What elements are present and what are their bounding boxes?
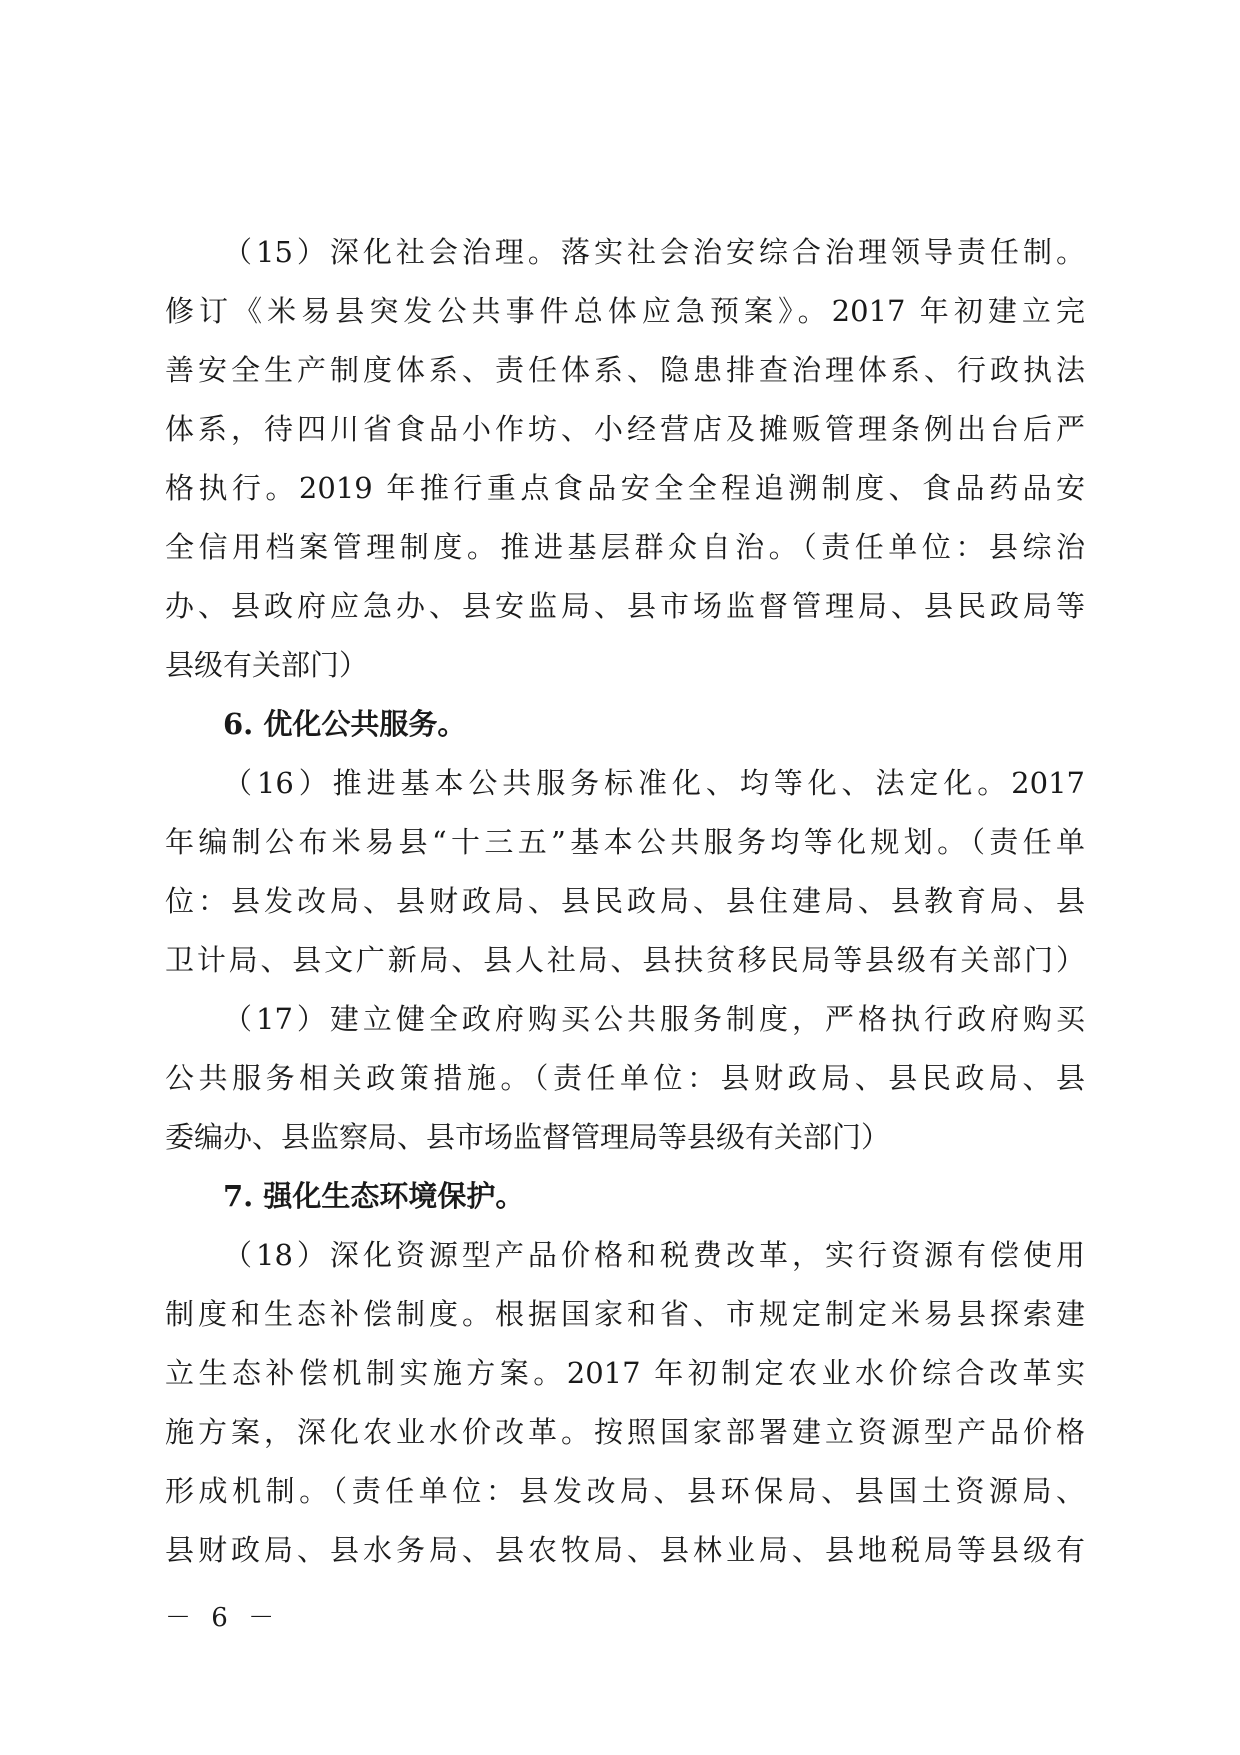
paragraph-16-line-2: 年编制公布米易县“十三五”基本公共服务均等化规划。（责任单: [165, 825, 1085, 859]
paragraph-18-line-6: 县财政局、县水务局、县农牧局、县林业局、县地税局等县级有: [165, 1533, 1085, 1567]
paragraph-16-line-1: （16）推进基本公共服务标准化、均等化、法定化。2017: [223, 766, 1085, 800]
paragraph-15-line-3: 善安全生产制度体系、责任体系、隐患排查治理体系、行政执法: [165, 353, 1085, 387]
paragraph-17-line-3: 委编办、县监察局、县市场监督管理局等县级有关部门）: [165, 1120, 891, 1154]
paragraph-18-line-2: 制度和生态补偿制度。根据国家和省、市规定制定米易县探索建: [165, 1297, 1085, 1331]
paragraph-18-line-1: （18）深化资源型产品价格和税费改革，实行资源有偿使用: [223, 1238, 1085, 1272]
paragraph-15-line-5: 格执行。2019 年推行重点食品安全全程追溯制度、食品药品安: [165, 471, 1085, 505]
paragraph-18-line-3: 立生态补偿机制实施方案。2017 年初制定农业水价综合改革实: [165, 1356, 1085, 1390]
paragraph-15-line-4: 体系，待四川省食品小作坊、小经营店及摊贩管理条例出台后严: [165, 412, 1085, 446]
paragraph-17-line-1: （17）建立健全政府购买公共服务制度，严格执行政府购买: [223, 1002, 1085, 1036]
paragraph-18-line-5: 形成机制。（责任单位：县发改局、县环保局、县国土资源局、: [165, 1474, 1085, 1508]
paragraph-15-line-2: 修订《米易县突发公共事件总体应急预案》。2017 年初建立完: [165, 294, 1085, 328]
paragraph-15-line-6: 全信用档案管理制度。推进基层群众自治。（责任单位：县综治: [165, 530, 1085, 564]
section-heading-6: 6. 优化公共服务。: [223, 707, 467, 741]
paragraph-18-line-4: 施方案，深化农业水价改革。按照国家部署建立资源型产品价格: [165, 1415, 1085, 1449]
paragraph-17-line-2: 公共服务相关政策措施。（责任单位：县财政局、县民政局、县: [165, 1061, 1085, 1095]
paragraph-15-line-1: （15）深化社会治理。落实社会治安综合治理领导责任制。: [223, 235, 1085, 269]
paragraph-15-line-8: 县级有关部门）: [165, 648, 369, 682]
paragraph-16-line-3: 位：县发改局、县财政局、县民政局、县住建局、县教育局、县: [165, 884, 1085, 918]
page-number: － 6 －: [165, 1603, 281, 1633]
paragraph-16-line-4: 卫计局、县文广新局、县人社局、县扶贫移民局等县级有关部门）: [165, 943, 1085, 977]
section-heading-7: 7. 强化生态环境保护。: [223, 1179, 525, 1213]
paragraph-15-line-7: 办、县政府应急办、县安监局、县市场监督管理局、县民政局等: [165, 589, 1085, 623]
